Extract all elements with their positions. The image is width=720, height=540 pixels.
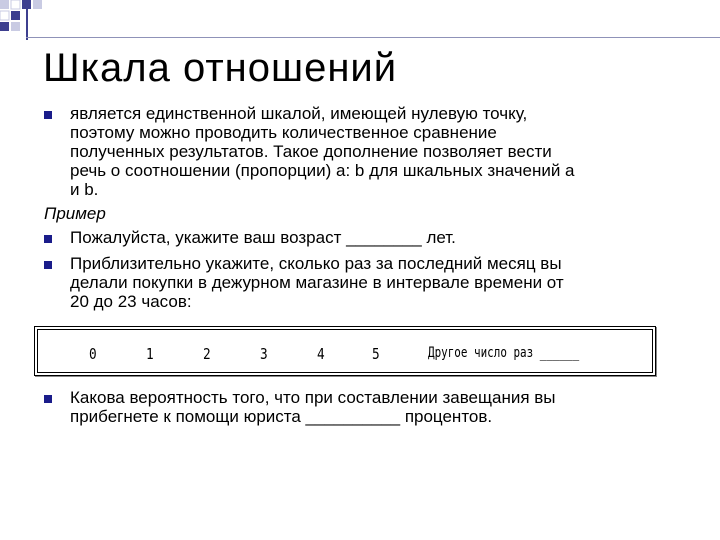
question-line: Какова вероятность того, что при составлении завещания вы <box>70 388 556 407</box>
decorative-squares <box>0 0 720 40</box>
bullet-square-icon <box>44 111 52 119</box>
question-line: 20 до 23 часов: <box>70 292 192 311</box>
answer-scale-inner <box>37 329 653 373</box>
question-line: Приблизительно укажите, сколько раз за последний месяц вы <box>70 254 562 273</box>
slide-title: Шкала отношений <box>43 46 398 90</box>
question-line: Пожалуйста, укажите ваш возраст ________ лет. <box>70 228 456 247</box>
question-line: делали покупки в дежурном магазине в интервале времени от <box>70 273 564 292</box>
definition-line: и b. <box>70 180 99 199</box>
decorative-horizontal-line <box>26 37 720 38</box>
scale-option[interactable]: 0 <box>89 345 97 363</box>
bullet-square-icon <box>44 395 52 403</box>
scale-option-other[interactable]: Другое число раз ______ <box>428 345 580 361</box>
scale-option[interactable]: 4 <box>317 345 325 363</box>
bullet-square-icon <box>44 261 52 269</box>
definition-line: поэтому можно проводить количественное сравнение <box>70 123 497 142</box>
bullet-square-icon <box>44 235 52 243</box>
example-label: Пример <box>44 204 106 223</box>
scale-option[interactable]: 5 <box>372 345 380 363</box>
question-line: прибегнете к помощи юриста __________ процентов. <box>70 407 493 426</box>
definition-line: речь о соотношении (пропорции) a: b для шкальных значений a <box>70 161 575 180</box>
scale-option[interactable]: 1 <box>146 345 154 363</box>
answer-scale-box <box>34 326 656 376</box>
definition-line: полученных результатов. Такое дополнение позволяет вести <box>70 142 552 161</box>
definition-line: является единственной шкалой, имеющей нулевую точку, <box>70 104 528 123</box>
scale-option[interactable]: 3 <box>260 345 268 363</box>
decorative-vertical-line <box>26 0 28 40</box>
scale-option[interactable]: 2 <box>203 345 211 363</box>
